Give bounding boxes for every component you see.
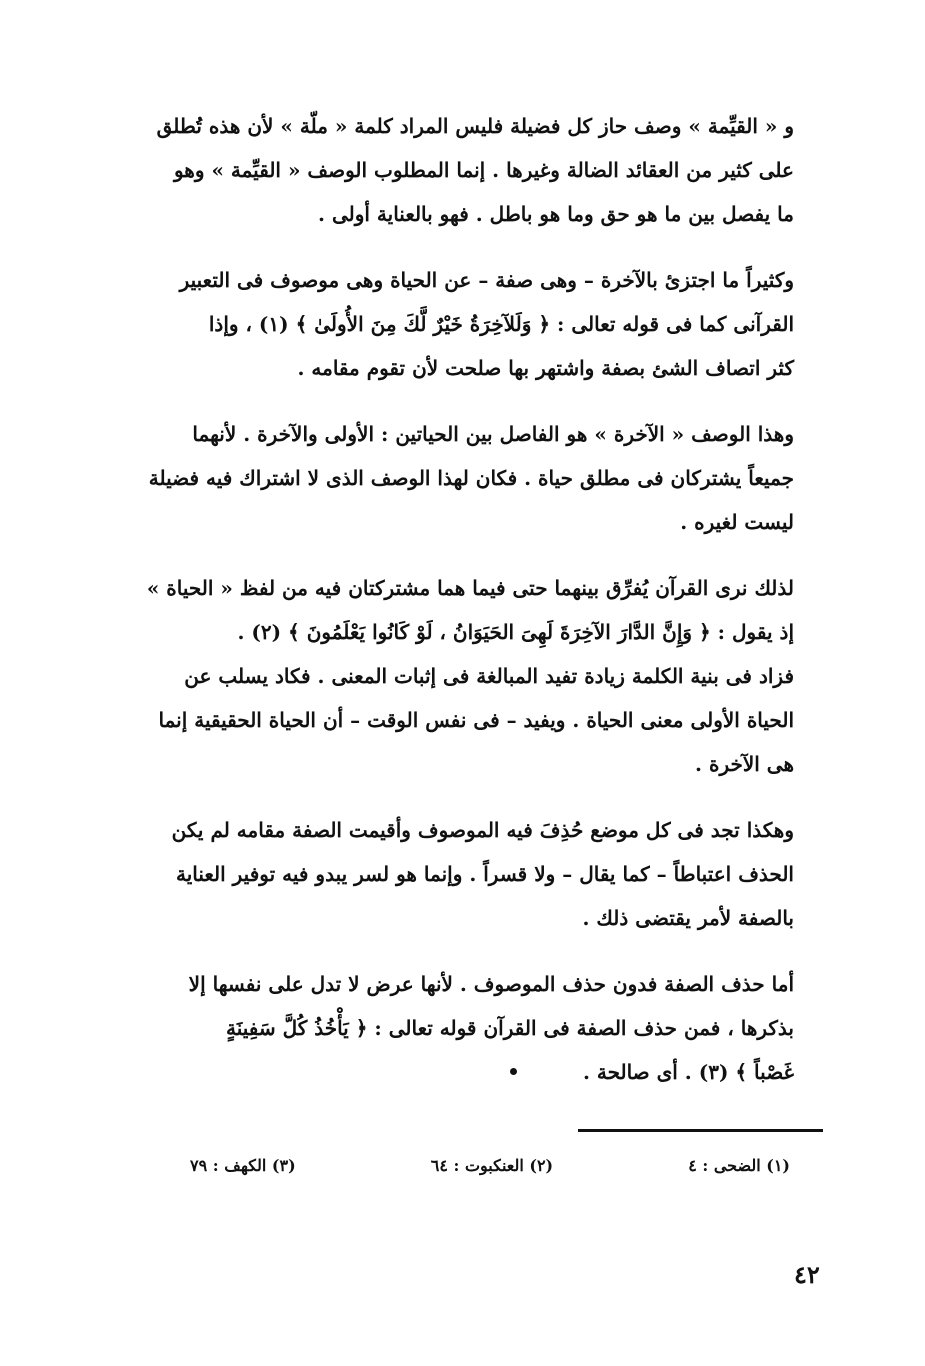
text-line: غَصْباً ﴾ (٣) . أى صالحة . <box>582 1060 794 1084</box>
footnotes <box>190 1156 790 1175</box>
paragraph-5 <box>98 808 822 940</box>
footnote-separator <box>578 1129 823 1132</box>
text-line: جميعاً يشتركان فى مطلق حياة . فكان لهذا الوصف الذى لا اشتراك فيه فضيلة <box>148 466 794 490</box>
footnote-1: (١) الضحى : ٤ <box>688 1156 790 1175</box>
text-line: فزاد فى بنية الكلمة زيادة تفيد المبالغة فى إثبات المعنى . فكاد يسلب عن <box>184 664 794 688</box>
text-line: بذكرها ، فمن حذف الصفة فى القرآن قوله تعالى : ﴿ يَأْخُذُ كُلَّ سَفِينَةٍ <box>225 1016 794 1040</box>
text-line: ليست لغيره . <box>680 510 794 534</box>
text-line: القرآنى كما فى قوله تعالى : ﴿ وَلَلآخِرَةُ خَيْرٌ لَّكَ مِنَ الأُولَىٰ ﴾ (١) ، وإذا <box>208 312 794 336</box>
footnote-3: (٣) الكهف : ٧٩ <box>190 1156 296 1175</box>
text-line: لذلك نرى القرآن يُفرِّق بينهما حتى فيما هما مشتركتان فيه من لفظ « الحياة » <box>146 576 794 600</box>
text-line: على كثير من العقائد الضالة وغيرها . إنما المطلوب الوصف « القيِّمة » وهو <box>173 158 794 182</box>
text-line: وهذا الوصف « الآخرة » هو الفاصل بين الحياتين : الأولى والآخرة . لأنهما <box>192 422 794 446</box>
paragraph-3 <box>98 412 822 544</box>
text-line: هى الآخرة . <box>695 752 794 776</box>
text-line: بالصفة لأمر يقتضى ذلك . <box>582 906 794 930</box>
paragraph-2 <box>98 258 822 390</box>
paragraph-1 <box>98 104 822 236</box>
text-line: أما حذف الصفة فدون حذف الموصوف . لأنها عرض لا تدل على نفسها إلا <box>188 972 794 996</box>
text-line: وكثيراً ما اجتزئ بالآخرة – وهى صفة – عن الحياة وهى موصوف فى التعبير <box>179 268 794 292</box>
text-line: الحذف اعتباطاً – كما يقال – ولا قسراً . وإنما هو لسر يبدو فيه توفير العناية <box>175 862 794 886</box>
text-line: كثر اتصاف الشئ بصفة واشتهر بها صلحت لأن تقوم مقامه . <box>297 356 794 380</box>
text-line: وهكذا تجد فى كل موضع حُذِفَ فيه الموصوف وأقيمت الصفة مقامه لم يكن <box>171 818 794 842</box>
ink-dot <box>510 1068 517 1075</box>
page-number: ٤٢ <box>794 1260 820 1289</box>
text-line: ما يفصل بين ما هو حق وما هو باطل . فهو بالعناية أولى . <box>318 202 794 226</box>
body-text <box>98 104 822 1116</box>
paragraph-4 <box>98 566 822 786</box>
footnote-2: (٢) العنكبوت : ٦٤ <box>430 1156 554 1175</box>
paragraph-6 <box>98 962 822 1094</box>
text-line: الحياة الأولى معنى الحياة . ويفيد – فى نفس الوقت – أن الحياة الحقيقية إنما <box>158 708 794 732</box>
text-line: و « القيِّمة » وصف حاز كل فضيلة فليس المراد كلمة « ملّة » لأن هذه تُطلق <box>156 114 794 138</box>
text-line: إذ يقول : ﴿ وَإِنَّ الدَّارَ الآخِرَةَ لَهِىَ الحَيَوَانُ ، لَوْ كَانُوا يَعْلَمُونَ ﴾ (٢) . <box>237 620 794 644</box>
